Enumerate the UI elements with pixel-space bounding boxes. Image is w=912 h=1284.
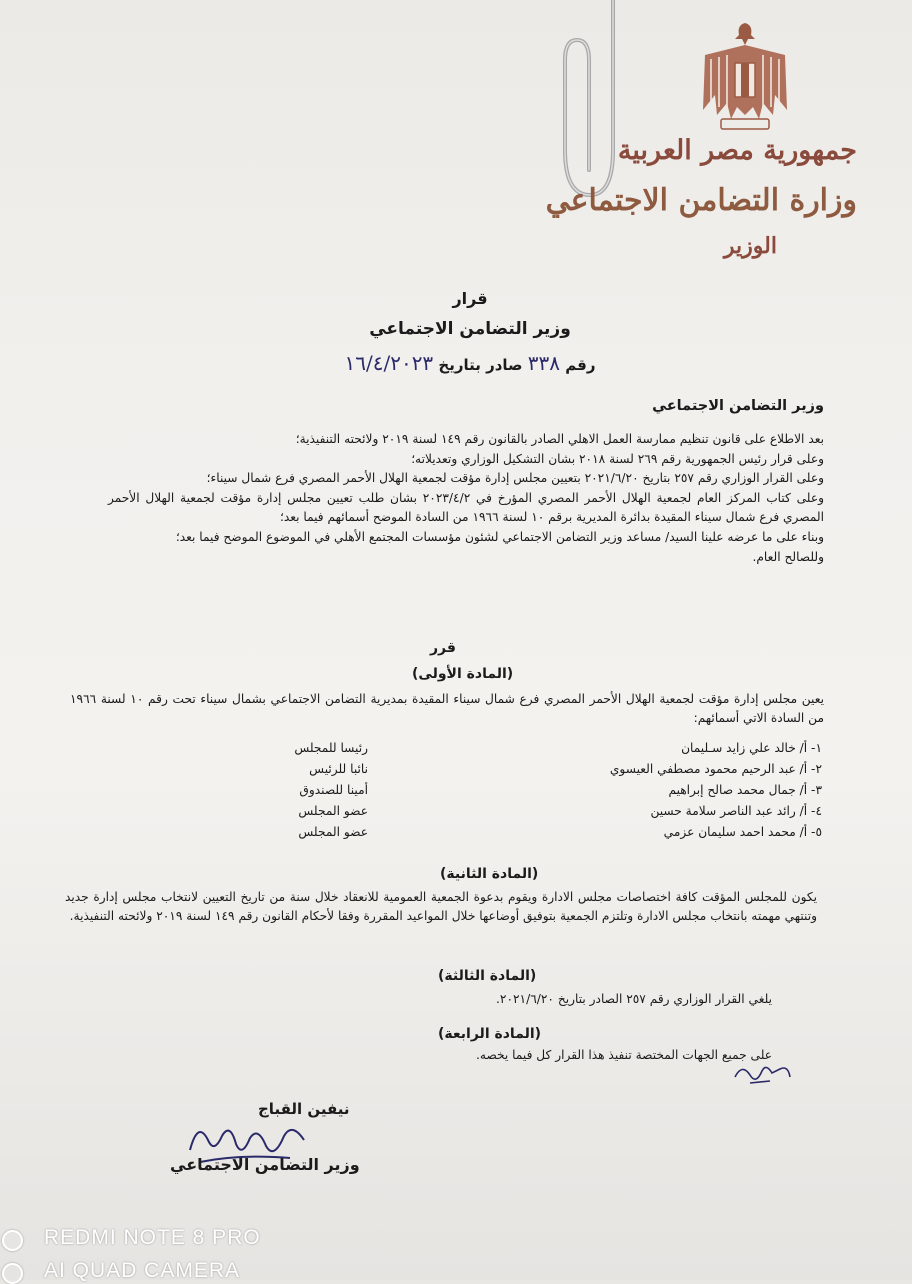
article3-title: (المادة الثالثة)	[438, 968, 537, 984]
member-name: ٤- أ/ رائد عبد الناصر سلامة حسين	[650, 804, 822, 818]
eagle-emblem-icon	[695, 15, 795, 135]
member-role: عضو المجلس	[298, 804, 368, 818]
issued-label: صادر بتاريخ	[438, 356, 523, 374]
letterhead-country: جمهورية مصر العربية	[617, 135, 857, 166]
preamble	[108, 430, 824, 567]
member-name: ٣- أ/ جمال محمد صالح إبراهيم	[668, 783, 822, 797]
article1-title: (المادة الأولى)	[412, 666, 514, 682]
preamble-title: وزير التضامن الاجتماعي	[652, 398, 824, 414]
watermark-circle-icon	[2, 1230, 23, 1251]
roles-list	[248, 738, 368, 843]
decided-heading: قرر	[430, 640, 456, 656]
member-role: أمينا للصندوق	[299, 783, 368, 797]
member-role: نائبا للرئيس	[309, 762, 368, 776]
member-name: ١- أ/ خالد علي زايد سـليمان	[681, 741, 822, 755]
preamble-line: وعلى قرار رئيس الجمهورية رقم ٢٦٩ لسنة ٢٠١٨ بشان التشكيل الوزاري وتعديلاته؛	[411, 451, 824, 466]
letterhead-minister: الوزير	[723, 233, 777, 259]
decision-issuer: وزير التضامن الاجتماعي	[369, 319, 571, 339]
preamble-line: وللصالح العام.	[752, 549, 824, 564]
decision-date: ١٦/٤/٢٠٢٣	[344, 351, 434, 375]
article2-text: يكون للمجلس المؤقت كافة اختصاصات مجلس الادارة ويقوم بدعوة الجمعية العمومية للانعقاد خلال سنة من تاريخ التعيين لانتخاب مجلس إدارة جديد وتنتهي مهمته بانتخاب مجلس الادارة وتلتزم الجمعية بتوفيق أوضاعها خلال المواعيد المقررة وفقا لأحكام القانون رقم ١٤٩ لسنة ٢٠١٩ ولائحته التنفيذية.	[65, 890, 817, 923]
member-name: ٥- أ/ محمد احمد سليمان عزمي	[663, 825, 822, 839]
article4-title: (المادة الرابعة)	[438, 1026, 542, 1042]
preamble-line: وعلى كتاب المركز العام لجمعية الهلال الأحمر المصري المؤرخ في ٢٠٢٣/٤/٢ بشان طلب تعيين مجلس إدارة مؤقت لجمعية الهلال الأحمر المصري فرع شمال سيناء المقيدة بدائرة المديرية برقم ١٠ لسنة ١٩٦٦ من السادة الموضح أسمائهم فيما بعد؛	[108, 490, 824, 525]
decision-word: قرار	[452, 289, 488, 308]
article3-text: يلغي القرار الوزاري رقم ٢٥٧ الصادر بتاريخ ٢٠٢١/٦/٢٠.	[496, 992, 772, 1006]
article2-title: (المادة الثانية)	[440, 866, 539, 882]
decision-number-line	[330, 351, 610, 375]
member-role: عضو المجلس	[298, 825, 368, 839]
member-name: ٢- أ/ عبد الرحيم محمود مصطفي العيسوي	[609, 762, 822, 776]
preamble-line: بعد الاطلاع على قانون تنظيم ممارسة العمل الاهلي الصادر بالقانون رقم ١٤٩ لسنة ٢٠١٩ ولائحته التنفيذية؛	[295, 432, 824, 446]
preamble-line: وعلى القرار الوزاري رقم ٢٥٧ بتاريخ ٢٠٢١/٦/٢٠ بتعيين مجلس إدارة مؤقت لجمعية الهلال الأحمر المصري فرع شمال سيناء؛	[206, 471, 824, 486]
member-role: رئيسا للمجلس	[294, 741, 368, 755]
paper-clip-icon	[555, 0, 625, 205]
number-label: رقم	[565, 356, 596, 374]
watermark-camera: AI QUAD CAMERA	[44, 1259, 241, 1282]
signatory-name: نيفين القباج	[258, 1100, 350, 1118]
article4-text: على جميع الجهات المختصة تنفيذ هذا القرار كل فيما يخصه.	[476, 1048, 772, 1062]
letterhead-ministry: وزارة التضامن الاجتماعي	[545, 183, 857, 218]
watermark-device: REDMI NOTE 8 PRO	[44, 1226, 261, 1249]
decision-number: ٣٣٨	[527, 351, 561, 375]
signatory-title: وزير التضامن الاجتماعي	[170, 1155, 360, 1174]
watermark-circle-icon	[2, 1263, 23, 1284]
initials-signature	[730, 1055, 795, 1090]
members-list	[572, 738, 822, 843]
preamble-line: وبناء على ما عرضه علينا السيد/ مساعد وزير التضامن الاجتماعي لشئون مؤسسات المجتمع الأهلي في الموضوع الموضح فيما بعد؛	[175, 529, 824, 544]
article1-text: يعين مجلس إدارة مؤقت لجمعية الهلال الأحمر المصري فرع شمال سيناء المقيدة بمديرية التضامن الاجتماعي بشمال سيناء تحت رقم ١٠ لسنة ١٩٦٦ من السادة الاتي أسمائهم:	[70, 692, 824, 725]
